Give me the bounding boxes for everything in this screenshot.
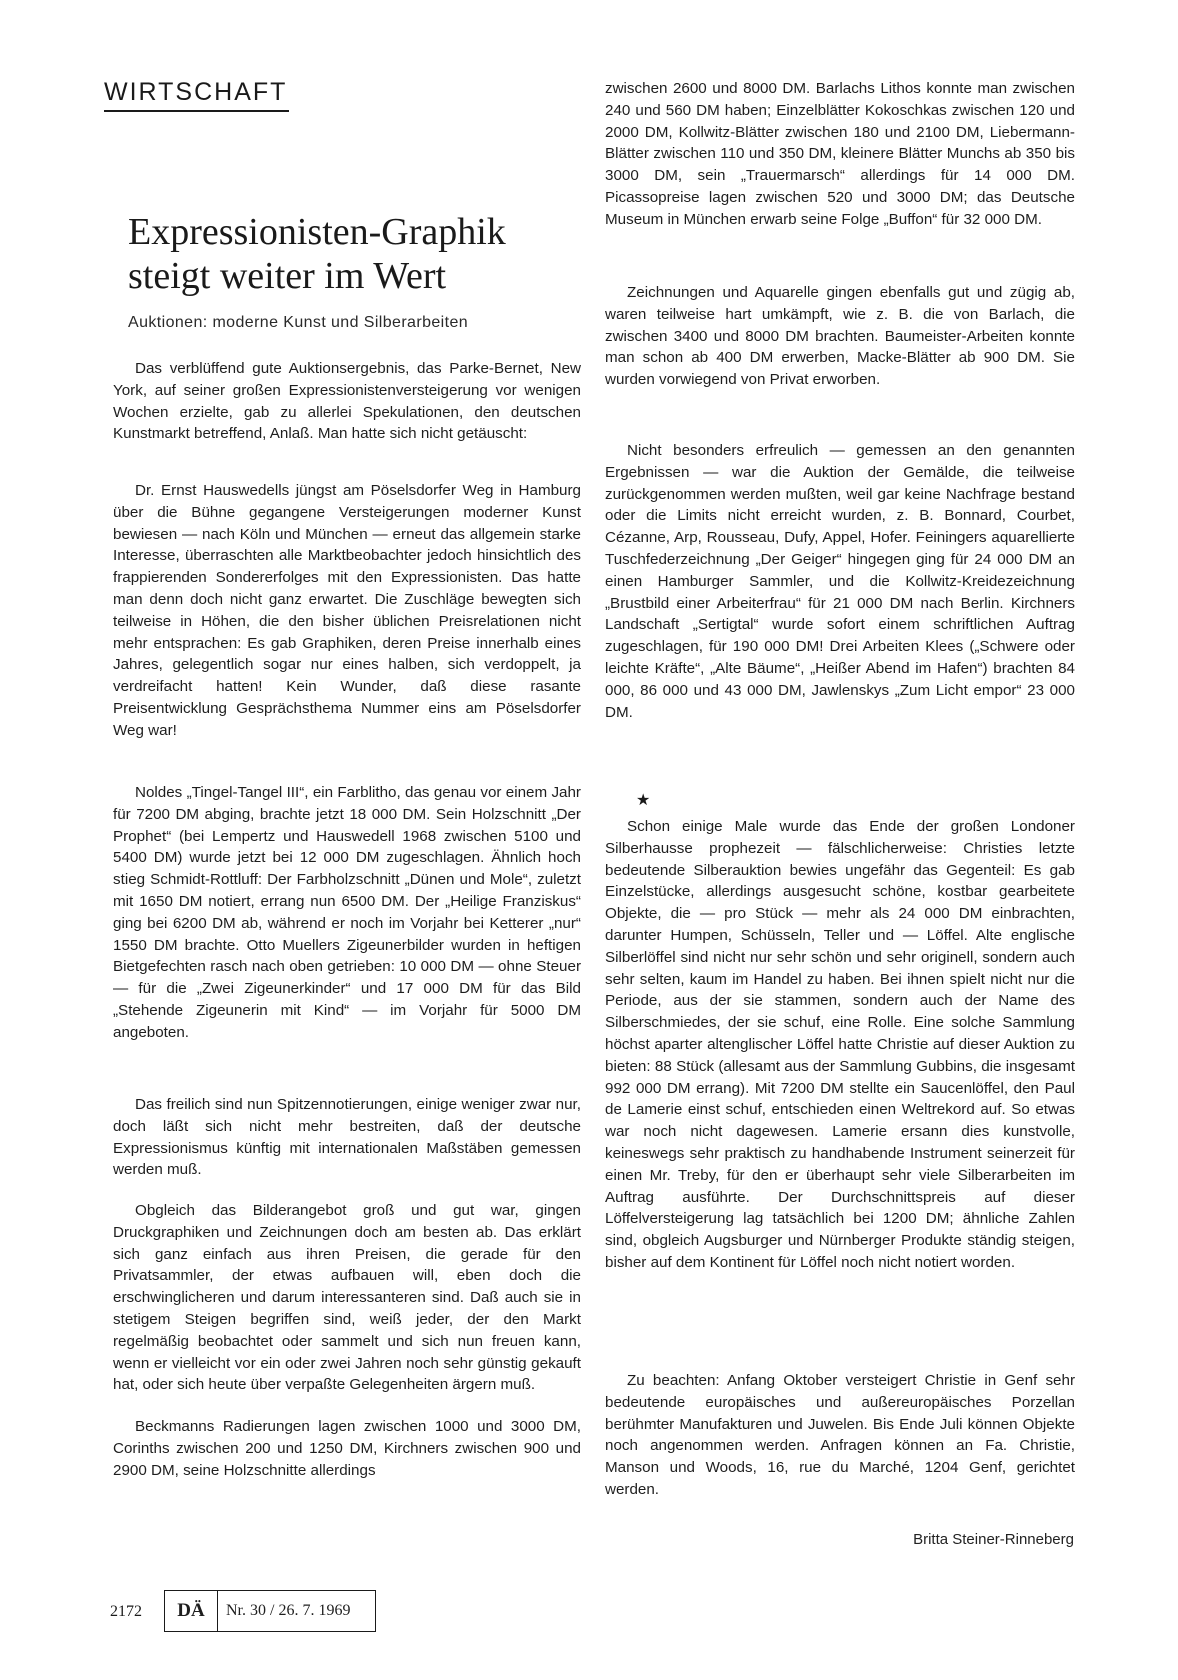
paragraph: Schon einige Male wurde das Ende der großen Londoner Silberhausse prophezeit — fälschlicherweise: Christies letzte bedeutende Silberauktion bewies ungefähr das Gegenteil: Es gab Einzelstücke, allerdings ausgesucht schöne, kostbar gearbeitete Objekte, die — pro Stück — mehr als 24 000 DM einbrachten, darunter Humpen, Schüsseln, Teller und — Löffel. Alte englische Silberlöffel sind nicht nur sehr schön und sehr originell, sondern auch sehr selten, kaum im Handel zu haben. Bei ihnen spielt nicht nur die Periode, aus der sie stammen, sondern auch der Name des Silberschmiedes, der sie schuf, eine Rolle. Eine solche Sammlung höchst aparter altenglischer Löffel hatte Christie auf dieser Auktion zu bieten: 88 Stück (allesamt aus der Sammlung Gubbins, die insgesamt 992 000 DM errang). Mit 7200 DM stellte ein Saucenlöffel, den Paul de Lamerie einst schuf, entschieden einen Weltrekord auf. So etwas war noch nicht dagewesen. Lamerie ersann dies kunstvolle, keineswegs sehr praktisch zu handhabende Instrument seinerzeit für einen Mr. Treby, für den er überhaupt sehr viele Silberarbeiten im Auftrag ausführte. Der Durchschnittspreis auf dieser Löffelversteigerung lag tatsächlich bei 1200 DM; ähnliche Zahlen sind, obgleich Augsburger und Nürnberger Produkte ständig steigen, bisher auf dem Kontinent für Löffel noch nicht notiert worden.: [605, 818, 1075, 1271]
paragraph: Das verblüffend gute Auktionsergebnis, das Parke-Bernet, New York, auf seiner großen Expressionistenversteigerung vor wenigen Wochen erzielte, gab zu allerlei Spekulationen, den deutschen Kunstmarkt betreffend, Anlaß. Man hatte sich nicht getäuscht:: [113, 360, 581, 443]
headline-line-1: Expressionisten-Graphik: [128, 211, 506, 253]
separator-star: ★: [636, 790, 651, 809]
section-rule: [104, 110, 289, 112]
author-byline: Britta Steiner-Rinneberg: [913, 1531, 1074, 1548]
issue-number: Nr. 30 / 26. 7. 1969: [226, 1602, 351, 1619]
headline-line-2: steigt weiter im Wert: [128, 255, 447, 297]
paragraph: Noldes „Tingel-Tangel III“, ein Farblitho, das genau vor einem Jahr für 7200 DM abging, brachte jetzt 18 000 DM. Sein Holzschnitt „Der Prophet“ (bei Lempertz und Hauswedell 1968 zwischen 5100 und 5400 DM) wurde jetzt bei 12 000 DM zugeschlagen. Ähnlich hoch stieg Schmidt-Rottluff: Der Farbholzschnitt „Dünen und Mole“, zuletzt mit 1650 DM notiert, errang nun 6500 DM. Der „Heilige Franziskus“ ging bei 6200 DM ab, während er noch im Vorjahr bei Ketterer „nur“ 1550 DM brachte. Otto Muellers Zigeunerbilder wurden in heftigen Bietgefechten rasch nach oben getrieben: 10 000 DM — ohne Steuer — für die „Zwei Zigeunerkinder“ und 17 000 DM für das Bild „Stehende Zigeunerin mit Kind“ — im Vorjahr für 5000 DM angeboten.: [113, 784, 581, 1041]
paragraph: Das freilich sind nun Spitzennotierungen, einige weniger zwar nur, doch läßt sich nicht mehr bestreiten, daß der deutsche Expressionismus künftig mit internationalen Maßstäben gemessen werden muß.: [113, 1096, 581, 1179]
page-number: 2172: [110, 1603, 142, 1620]
issue-box: [164, 1590, 376, 1632]
paragraph: Zu beachten: Anfang Oktober versteigert Christie in Genf sehr bedeutende europäisches und außereuropäisches Porzellan berühmter Manufakturen und Juwelen. Bis Ende Juli können Objekte noch angenommen werden. Anfragen können an Fa. Christie, Manson und Woods, 16, rue du Marché, 1204 Genf, gerichtet werden.: [605, 1372, 1075, 1498]
paragraph: Dr. Ernst Hauswedells jüngst am Pöselsdorfer Weg in Hamburg über die Bühne gegangene Versteigerungen moderner Kunst bewiesen — nach Köln und München — erneut das allgemein starke Interesse, überraschten alle Marktbeobachter jedoch hinsichtlich des frappierenden Sondererfolges mit den Expressionisten. Das hatte man denn doch nicht ganz erwartet. Die Zuschläge bewegten sich teilweise in Höhen, die den bisher üblichen Preisrelationen nicht mehr entsprachen: Es gab Graphiken, deren Preise innerhalb eines Jahres, gelegentlich sogar nur eines halben, sich verdoppelt, ja verdreifacht hatten! Kein Wunder, daß diese rasante Preisentwicklung Gesprächsthema Nummer eins am Pöselsdorfer Weg war!: [113, 482, 581, 739]
headline: [128, 210, 568, 298]
section-header: WIRTSCHAFT: [104, 78, 288, 106]
paragraph: Beckmanns Radierungen lagen zwischen 1000 und 3000 DM, Corinths zwischen 200 und 1250 DM, Kirchners zwischen 900 und 2900 DM, seine Holzschnitte allerdings: [113, 1418, 581, 1479]
paragraph: zwischen 2600 und 8000 DM. Barlachs Lithos konnte man zwischen 240 und 560 DM haben; Einzelblätter Kokoschkas zwischen 120 und 2000 DM, Kollwitz-Blätter zwischen 180 und 2100 DM, Liebermann-Blätter zwischen 110 und 350 DM, kleinere Blätter Munchs ab 350 bis 3000 DM, sein „Trauermarsch“ allerdings für 14 000 DM. Picassopreise lagen zwischen 520 und 3000 DM; das Deutsche Museum in München erwarb seine Folge „Buffon“ für 32 000 DM.: [605, 80, 1075, 228]
subhead: Auktionen: moderne Kunst und Silberarbeiten: [128, 314, 469, 331]
paragraph: Zeichnungen und Aquarelle gingen ebenfalls gut und zügig ab, waren teilweise hart umkämpft, wie z. B. die von Barlach, die zwischen 3400 und 8000 DM brachten. Baumeister-Arbeiten konnte man schon ab 400 DM erwerben, Macke-Blätter ab 900 DM. Sie wurden vorwiegend von Privat erworben.: [605, 284, 1075, 389]
paragraph: Obgleich das Bilderangebot groß und gut war, gingen Druckgraphiken und Zeichnungen doch am besten ab. Das erklärt sich ganz einfach aus ihren Preisen, die gerade für den Privatsammler, der etwas aufbauen will, eben doch die erschwinglicheren und darum interessanteren sind. Daß auch sie in stetigem Steigen begriffen sind, weiß jeder, der den Markt regelmäßig beobachtet oder sammelt und sich nun freuen kann, wenn er vielleicht vor ein oder zwei Jahren noch sehr günstig gekauft hat, oder sich heute über verpaßte Gelegenheiten ärgern muß.: [113, 1202, 581, 1394]
journal-logo: DÄ: [165, 1591, 218, 1631]
paragraph: Nicht besonders erfreulich — gemessen an den genannten Ergebnissen — war die Auktion der Gemälde, die teilweise zurückgenommen werden mußten, weil gar keine Nachfrage bestand oder die Limits nicht erreicht wurden, z. B. Bonnard, Courbet, Cézanne, Arp, Rousseau, Dufy, Appel, Hofer. Feiningers aquarellierte Tuschfederzeichnung „Der Geiger“ hingegen ging für 24 000 DM an einen Hamburger Sammler, und die Kollwitz-Kreidezeichnung „Brustbild einer Arbeiterfrau“ für 21 000 DM nach Berlin. Kirchners Landschaft „Sertigtal“ wurde sofort einem schriftlichen Auftrag zugeschlagen, für 190 000 DM! Drei Arbeiten Klees („Schwere oder leichte Kräfte“, „Alte Bäume“, „Heißer Abend im Hafen“) brachten 84 000, 86 000 und 43 000 DM, Jawlenskys „Zum Licht empor“ 23 000 DM.: [605, 442, 1075, 721]
